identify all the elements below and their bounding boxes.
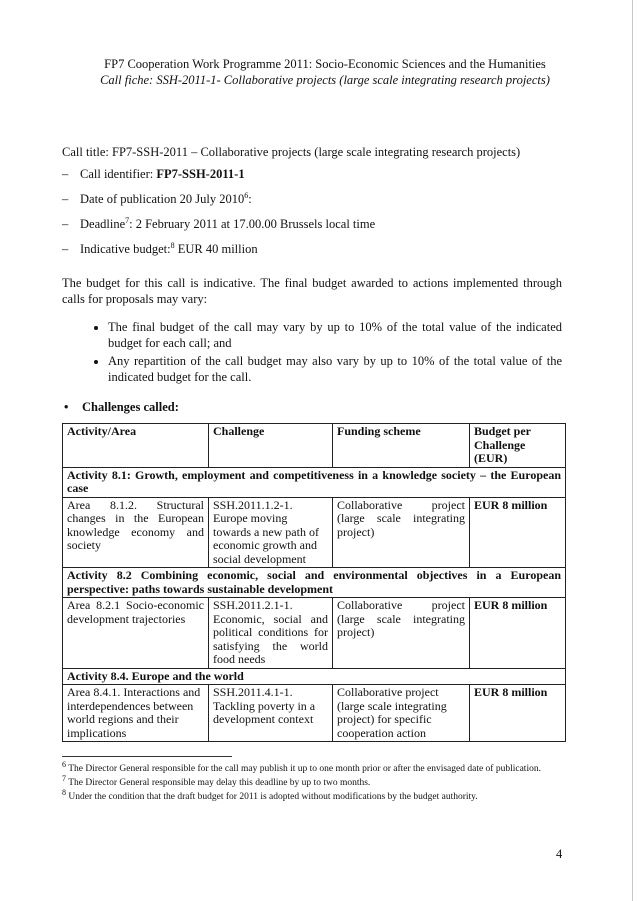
footnote-text: Under the condition that the draft budget for 2011 is adopted without modifications by the budget authority.	[68, 792, 478, 802]
challenge-cell: SSH.2011.2.1-1. Economic, social and political conditions for satisfying the world food needs	[209, 598, 333, 669]
activity-title-row	[63, 467, 566, 497]
call-identifier	[62, 166, 562, 182]
footnote	[62, 773, 564, 789]
budget-bullet: • Any repartition of the call budget may also vary by up to 10% of the total value of the indicated budget for the call.	[108, 353, 562, 385]
budget-cell: EUR 8 million	[470, 685, 566, 742]
funding-cell: Collaborative project (large scale integrating project) for specific cooperation action	[333, 685, 470, 742]
footnote	[62, 759, 564, 775]
footnote	[62, 787, 564, 803]
area-cell: Area 8.4.1. Interactions and interdependences between world regions and their implications	[63, 685, 209, 742]
header-title: FP7 Cooperation Work Programme 2011: Socio-Economic Sciences and the Humanities	[104, 57, 546, 71]
call-title: Call title: FP7-SSH-2011 – Collaborative projects (large scale integrating research projects)	[62, 145, 521, 159]
page-edge-line	[632, 0, 633, 901]
footnote-ref-8: 8	[170, 240, 175, 250]
budget-text: EUR 40 million	[174, 242, 258, 256]
funding-cell: Collaborative project (large scale integrating project)	[333, 497, 470, 568]
table-header-row	[63, 424, 566, 468]
indicative-budget	[62, 241, 562, 257]
publication-date-label: Date of publication 20 July 2010	[80, 192, 245, 206]
challenge-cell: SSH.2011.1.2-1. Europe moving towards a new path of economic growth and social development	[209, 497, 333, 568]
activity-title-row	[63, 568, 566, 598]
area-cell: Area 8.1.2. Structural changes in the European knowledge economy and society	[63, 497, 209, 568]
funding-cell: Collaborative project (large scale integrating project)	[333, 598, 470, 669]
footnote-text: The Director General responsible for the call may publish it up to one month prior or after the envisaged date of publication.	[68, 764, 541, 774]
call-identifier-label: Call identifier:	[80, 167, 157, 181]
column-header-challenge: Challenge	[209, 424, 333, 468]
budget-paragraph: The budget for this call is indicative. The final budget awarded to actions implemented through calls for proposals may vary:	[62, 276, 562, 306]
page-header	[60, 56, 590, 88]
area-cell: Area 8.2.1 Socio-economic development trajectories	[63, 598, 209, 669]
activity-title: Activity 8.1: Growth, employment and competitiveness in a knowledge society – the European case	[63, 467, 566, 497]
budget-bullets	[62, 319, 562, 385]
deadline-label: Deadline	[80, 217, 126, 231]
footnotes	[62, 756, 564, 805]
page-body	[62, 144, 562, 742]
footnote-ref-6: 6	[244, 190, 249, 200]
challenges-heading: • Challenges called:	[62, 399, 562, 415]
footnote-number: 6	[62, 759, 66, 769]
budget-cell: EUR 8 million	[470, 598, 566, 669]
publication-date	[62, 191, 562, 207]
activity-title-row	[63, 668, 566, 685]
budget-cell: EUR 8 million	[470, 497, 566, 568]
page-number: 4	[556, 847, 563, 861]
challenges-list	[62, 399, 562, 415]
column-header-budget: Budget per Challenge (EUR)	[470, 424, 566, 468]
footnote-ref-7: 7	[125, 215, 130, 225]
deadline	[62, 216, 562, 232]
table-row	[63, 598, 566, 669]
table-row	[63, 497, 566, 568]
call-identifier-value: FP7-SSH-2011-1	[156, 167, 245, 181]
challenges-table	[62, 423, 566, 742]
activity-title: Activity 8.2 Combining economic, social and environmental objectives in a European perspective: paths towards sustainable development	[63, 568, 566, 598]
table-row	[63, 685, 566, 742]
call-details-list	[62, 166, 562, 257]
budget-label: Indicative budget:	[80, 242, 171, 256]
challenge-cell: SSH.2011.4.1-1. Tackling poverty in a development context	[209, 685, 333, 742]
footnote-divider	[62, 756, 232, 757]
column-header-funding: Funding scheme	[333, 424, 470, 468]
column-header-activity: Activity/Area	[63, 424, 209, 468]
activity-title: Activity 8.4. Europe and the world	[63, 668, 566, 685]
deadline-text: : 2 February 2011 at 17.00.00 Brussels local time	[129, 217, 376, 231]
publication-date-suffix: :	[248, 192, 252, 206]
header-subtitle: Call fiche: SSH-2011-1- Collaborative projects (large scale integrating research projects)	[100, 73, 550, 87]
budget-bullet: • The final budget of the call may vary by up to 10% of the total value of the indicated budget for each call; and	[108, 319, 562, 351]
footnote-number: 8	[62, 787, 66, 797]
footnote-text: The Director General responsible may delay this deadline by up to two months.	[68, 778, 371, 788]
footnote-number: 7	[62, 773, 66, 783]
